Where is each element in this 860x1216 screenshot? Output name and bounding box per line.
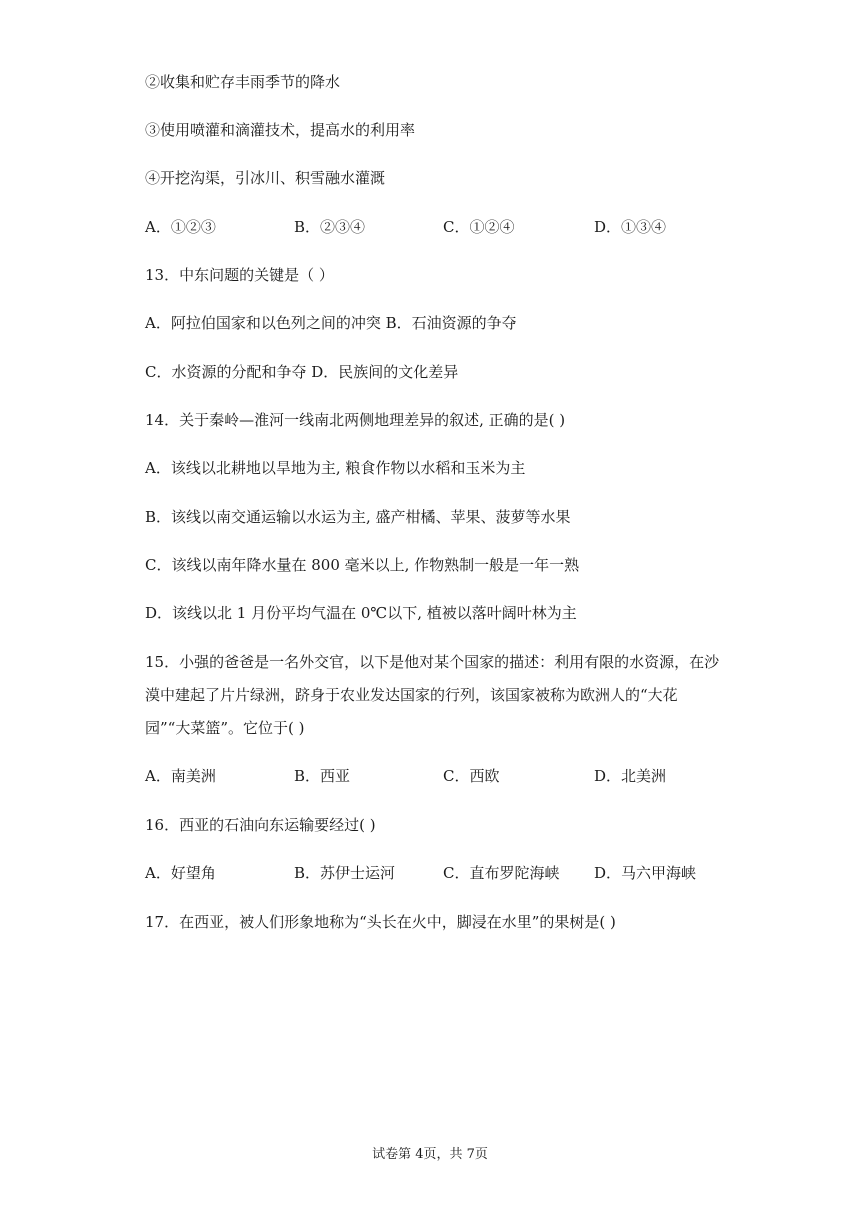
- q13-stem: 13．中东问题的关键是（ ）: [145, 266, 334, 284]
- q14-option-a: A．该线以北耕地以旱地为主, 粮食作物以水稻和玉米为主: [145, 459, 526, 477]
- q16-option-c: C．直布罗陀海峡: [443, 864, 560, 882]
- q13-options-cd: C．水资源的分配和争夺 D．民族间的文化差异: [145, 363, 459, 381]
- item-2-line: ②收集和贮存丰雨季节的降水: [145, 73, 341, 91]
- q12-option-c: C．①②④: [443, 218, 515, 236]
- q14-stem: 14．关于秦岭—淮河一线南北两侧地理差异的叙述, 正确的是( ): [145, 411, 566, 429]
- item-3-line: ③使用喷灌和滴灌技术，提高水的利用率: [145, 121, 416, 139]
- q15-option-d: D．北美洲: [594, 767, 667, 785]
- item-4-line: ④开挖沟渠，引冰川、积雪融水灌溉: [145, 169, 386, 187]
- q15-option-a: A．南美洲: [145, 767, 216, 785]
- page-footer: 试卷第 4页，共 7页: [372, 1147, 488, 1162]
- q15-stem-line-3: 园”“大菜篮”。它位于( ): [145, 719, 305, 737]
- q14-option-d: D．该线以北 1 月份平均气温在 0℃以下, 植被以落叶阔叶林为主: [145, 604, 577, 622]
- q15-stem-line-1: 15．小强的爸爸是一名外交官，以下是他对某个国家的描述：利用有限的水资源，在沙: [145, 653, 720, 671]
- q15-stem-line-2: 漠中建起了片片绿洲，跻身于农业发达国家的行列，该国家被称为欧洲人的“大花: [145, 686, 678, 704]
- q12-option-b: B．②③④: [294, 218, 366, 236]
- q13-options-ab: A．阿拉伯国家和以色列之间的冲突 B．石油资源的争夺: [145, 314, 517, 332]
- q15-option-b: B．西亚: [294, 767, 351, 785]
- q15-option-c: C．西欧: [443, 767, 500, 785]
- q16-option-a: A．好望角: [145, 864, 216, 882]
- q12-option-a: A．①②③: [145, 218, 216, 236]
- q12-option-d: D．①③④: [594, 218, 667, 236]
- q17-stem: 17．在西亚，被人们形象地称为“头长在火中，脚浸在水里”的果树是( ): [145, 913, 616, 931]
- q14-option-c: C．该线以南年降水量在 800 毫米以上, 作物熟制一般是一年一熟: [145, 556, 580, 574]
- q16-option-d: D．马六甲海峡: [594, 864, 697, 882]
- q16-stem: 16．西亚的石油向东运输要经过( ): [145, 816, 376, 834]
- q16-option-b: B．苏伊士运河: [294, 864, 396, 882]
- q14-option-b: B．该线以南交通运输以水运为主, 盛产柑橘、苹果、菠萝等水果: [145, 508, 571, 526]
